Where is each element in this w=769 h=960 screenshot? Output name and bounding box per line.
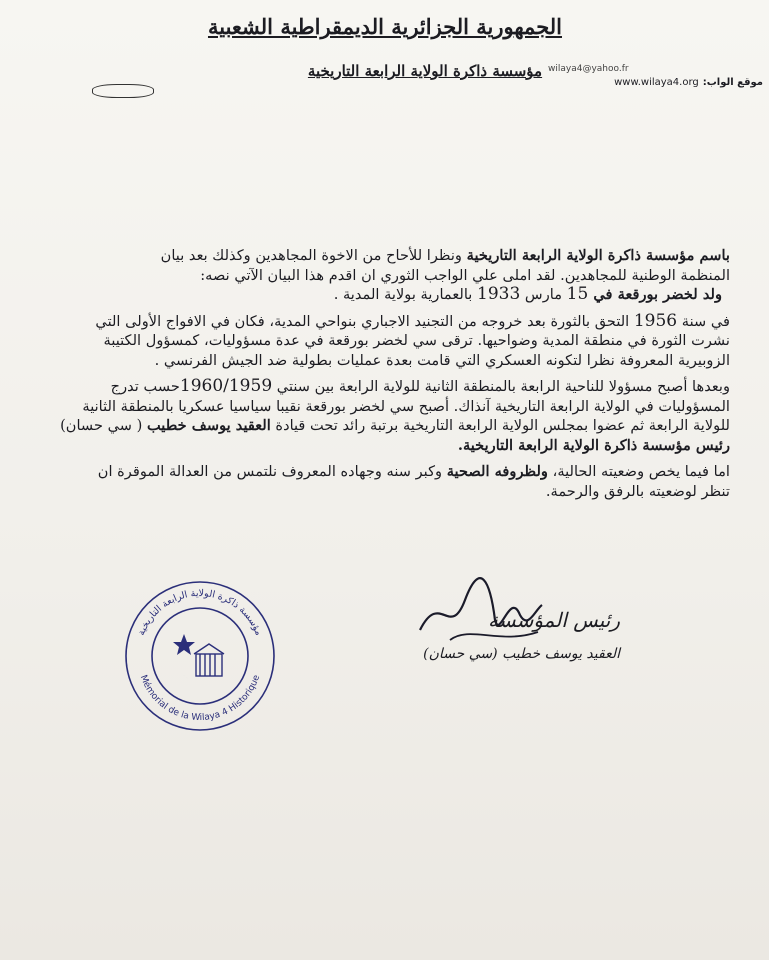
text-span: اما فيما يخص وضعيته الحالية، <box>547 463 730 480</box>
star-icon <box>173 634 195 655</box>
contact-block <box>548 62 763 90</box>
colonel-alias: ( سي حسان) <box>60 417 147 434</box>
signature-title: رئيس المؤسسة <box>488 608 620 632</box>
contact-website: www.wilaya4.org <box>614 77 699 88</box>
birth-place: بالعمارية بولاية المدية . <box>333 286 477 303</box>
paragraph-1-line-1 <box>40 246 730 266</box>
signature-area <box>120 570 710 740</box>
republic-title: الجمهورية الجزائرية الديمقراطية الشعبية <box>207 14 562 39</box>
health-phrase: ولظروفه الصحية <box>446 463 548 480</box>
contact-website-label: موقع الواب: <box>702 77 763 88</box>
contact-website-line <box>548 76 763 90</box>
birth-day: 15 <box>566 284 589 304</box>
stamp-arabic-text: مؤسسة ذاكرة الولاية الرابعة التاريخية <box>135 587 265 638</box>
paragraph-1-line-2: المنظمة الوطنية للمجاهدين. لقد املى علي الواجب الثوري ان اقدم هذا البيان الآتي نصه: <box>200 266 730 284</box>
paragraph-3-line-3 <box>40 416 730 436</box>
paragraph-2-line-3: الزوبيرية المعروفة نظرا لتكونه العسكري التي قامت بعدة عمليات بطولية ضد الجيش الفرنسي . <box>154 351 730 369</box>
colonel-name: العقيد يوسف خطيب <box>146 417 271 434</box>
text-span: وكبر سنه وجهاده المعروف نلتمس من العدالة الموقرة ان <box>97 463 447 480</box>
paragraph-1-line-3 <box>40 285 730 305</box>
org-name-bold: باسم مؤسسة ذاكرة الولاية الرابعة التاريخية <box>466 247 730 264</box>
text-span: حسب تدرج <box>110 378 180 395</box>
text-span: في سنة <box>677 312 730 330</box>
text-span: التحق بالثورة بعد خروجه من التجنيد الاجباري بنواحي المدية، فكان في الافواج الأولى التي <box>95 312 634 330</box>
organization-name: مؤسسة ذاكرة الولاية الرابعة التاريخية <box>307 62 543 80</box>
paragraph-4-line-1 <box>40 462 730 482</box>
text-span: للولاية الرابعة ثم عضوا بمجلس الولاية الرابعة التاريخية برتبة رائد تحت قيادة <box>270 417 730 434</box>
birth-month: مارس <box>520 286 567 303</box>
contact-email: wilaya4@yahoo.fr <box>548 64 629 74</box>
svg-text:مؤسسة ذاكرة الولاية الرابعة ال <box>136 588 264 637</box>
official-stamp <box>120 576 280 736</box>
years-range: 1960/1959 <box>179 376 273 396</box>
paragraph-2-line-1 <box>40 312 730 332</box>
paragraph-2-line-2: نشرت الثورة في منطقة المدية وضواحيها. ترقى سي لخضر بورقعة في عدة مسؤوليات، كمسؤول الكتيبة <box>103 332 730 349</box>
year-1956: 1956 <box>633 310 678 331</box>
paragraph-3-line-2: المسؤوليات في الولاية الرابعة التاريخية آنذاك. أصبح سي لخضر بورقعة نقيبا سياسيا عسكريا بالمنطقة الثانية <box>82 397 730 415</box>
paragraph-3-line-1 <box>40 377 730 397</box>
birth-name: ولد لخضر بورقعة في <box>588 286 722 303</box>
text-span: وبعدها أصبح مسؤولا للناحية الرابعة بالمنطقة الثانية للولاية الرابعة بين سنتي <box>272 378 730 395</box>
reference-mark <box>92 84 154 98</box>
stamp-french-text: Mémorial de la Wilaya 4 Historique <box>137 673 263 724</box>
monument-icon <box>194 644 224 676</box>
paragraph-3-line-4: رئيس مؤسسة ذاكرة الولاية الرابعة التاريخية. <box>457 436 730 454</box>
text-span: ونظرا للأحاح من الاخوة المجاهدين وكذلك بعد بيان <box>160 247 467 264</box>
paragraph-4-line-2: تنظر لوضعيته بالرفق والرحمة. <box>545 482 730 500</box>
birth-year: 1933 <box>477 284 521 304</box>
signature-name: العقيد يوسف خطيب (سي حسان) <box>423 646 620 662</box>
statement-body <box>40 246 730 501</box>
